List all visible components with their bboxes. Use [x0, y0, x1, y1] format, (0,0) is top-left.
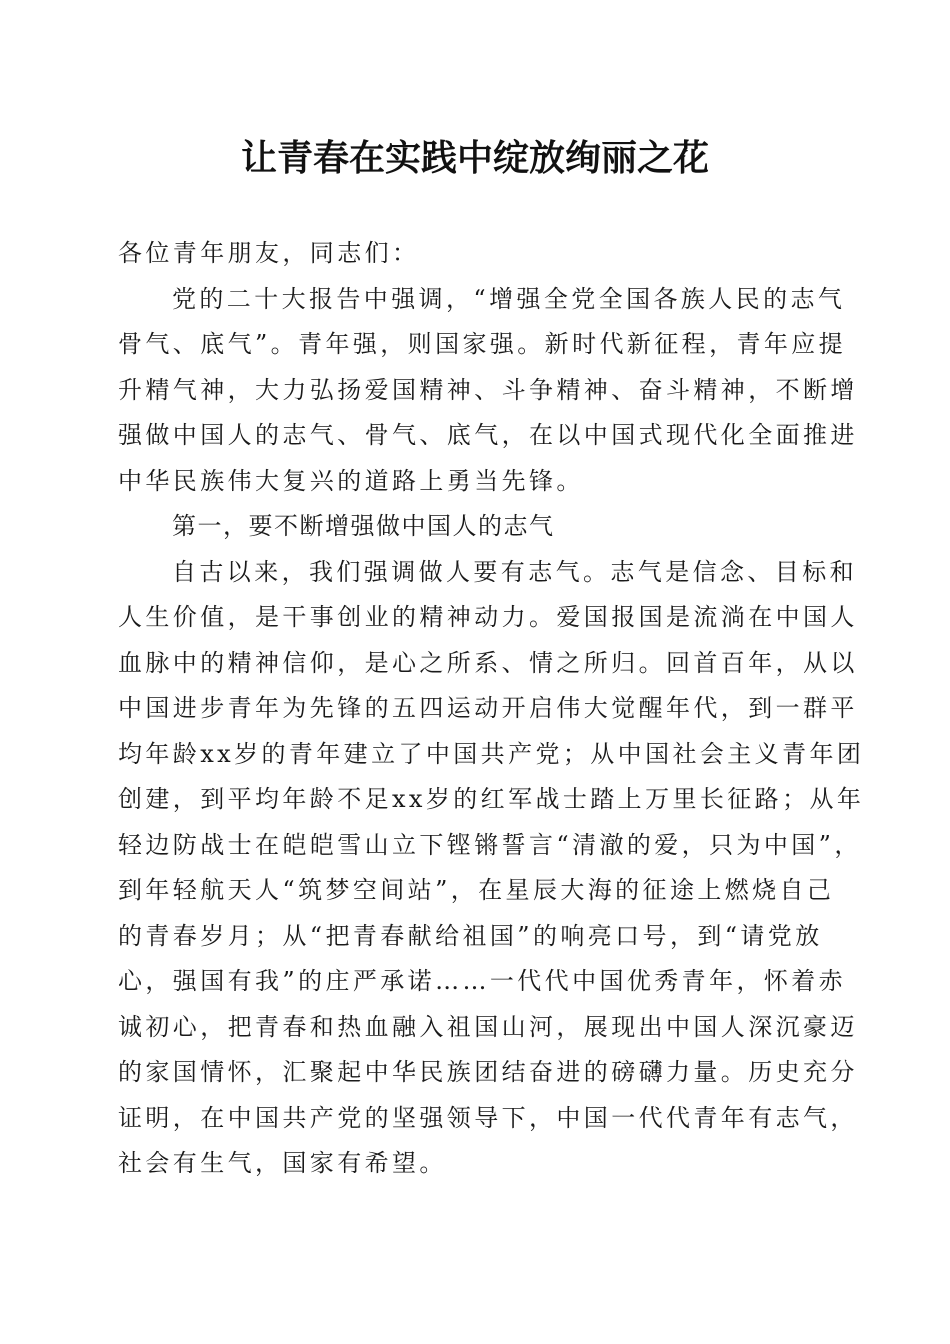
- paragraph-line: 证明，在中国共产党的坚强领导下，中国一代代青年有志气，: [118, 1103, 858, 1132]
- paragraph-line: 诚初心，把青春和热血融入祖国山河，展现出中国人深沉豪迈: [118, 1012, 858, 1041]
- paragraph-line: 社会有生气，国家有希望。: [118, 1149, 447, 1177]
- paragraph-line: 人生价值，是干事创业的精神动力。爱国报国是流淌在中国人: [118, 603, 858, 631]
- paragraph-line: 轻边防战士在皑皑雪山立下铿锵誓言“清澈的爱，只为中国”，: [118, 830, 862, 859]
- section-heading: 第一，要不断增强做中国人的志气: [172, 512, 555, 540]
- paragraph-line: 均年龄xx岁的青年建立了中国共产党；从中国社会主义青年团: [118, 739, 865, 768]
- paragraph-line: 的青春岁月；从“把青春献给祖国”的响亮口号，到“请党放: [118, 921, 823, 950]
- paragraph-line: 骨气、底气”。青年强，则国家强。新时代新征程，青年应提: [118, 330, 847, 358]
- paragraph-line: 党的二十大报告中强调，“增强全党全国各族人民的志气: [172, 284, 846, 313]
- paragraph-line: 强做中国人的志气、骨气、底气，在以中国式现代化全面推进: [118, 421, 858, 449]
- paragraph-line: 中国进步青年为先锋的五四运动开启伟大觉醒年代，到一群平: [118, 694, 858, 722]
- paragraph-line: 升精气神，大力弘扬爱国精神、斗争精神、奋斗精神，不断增: [118, 375, 858, 404]
- document-body: [118, 231, 865, 1187]
- paragraph-line: 中华民族伟大复兴的道路上勇当先锋。: [118, 466, 584, 495]
- paragraph-line: 自古以来，我们强调做人要有志气。志气是信念、目标和: [172, 557, 857, 586]
- paragraph-line: 到年轻航天人“筑梦空间站”，在星辰大海的征途上燃烧自己: [118, 876, 835, 904]
- salutation-line: 各位青年朋友，同志们：: [118, 239, 420, 267]
- paragraph-line: 血脉中的精神信仰，是心之所系、情之所归。回首百年，从以: [118, 648, 858, 677]
- paragraph-line: 心，强国有我”的庄严承诺……一代代中国优秀青年，怀着赤: [118, 967, 847, 995]
- document-title: 让青春在实践中绽放绚丽之花: [240, 137, 709, 179]
- paragraph-line: 的家国情怀，汇聚起中华民族团结奋进的磅礴力量。历史充分: [118, 1058, 858, 1086]
- paragraph-line: 创建，到平均年龄不足xx岁的红军战士踏上万里长征路；从年: [118, 785, 865, 813]
